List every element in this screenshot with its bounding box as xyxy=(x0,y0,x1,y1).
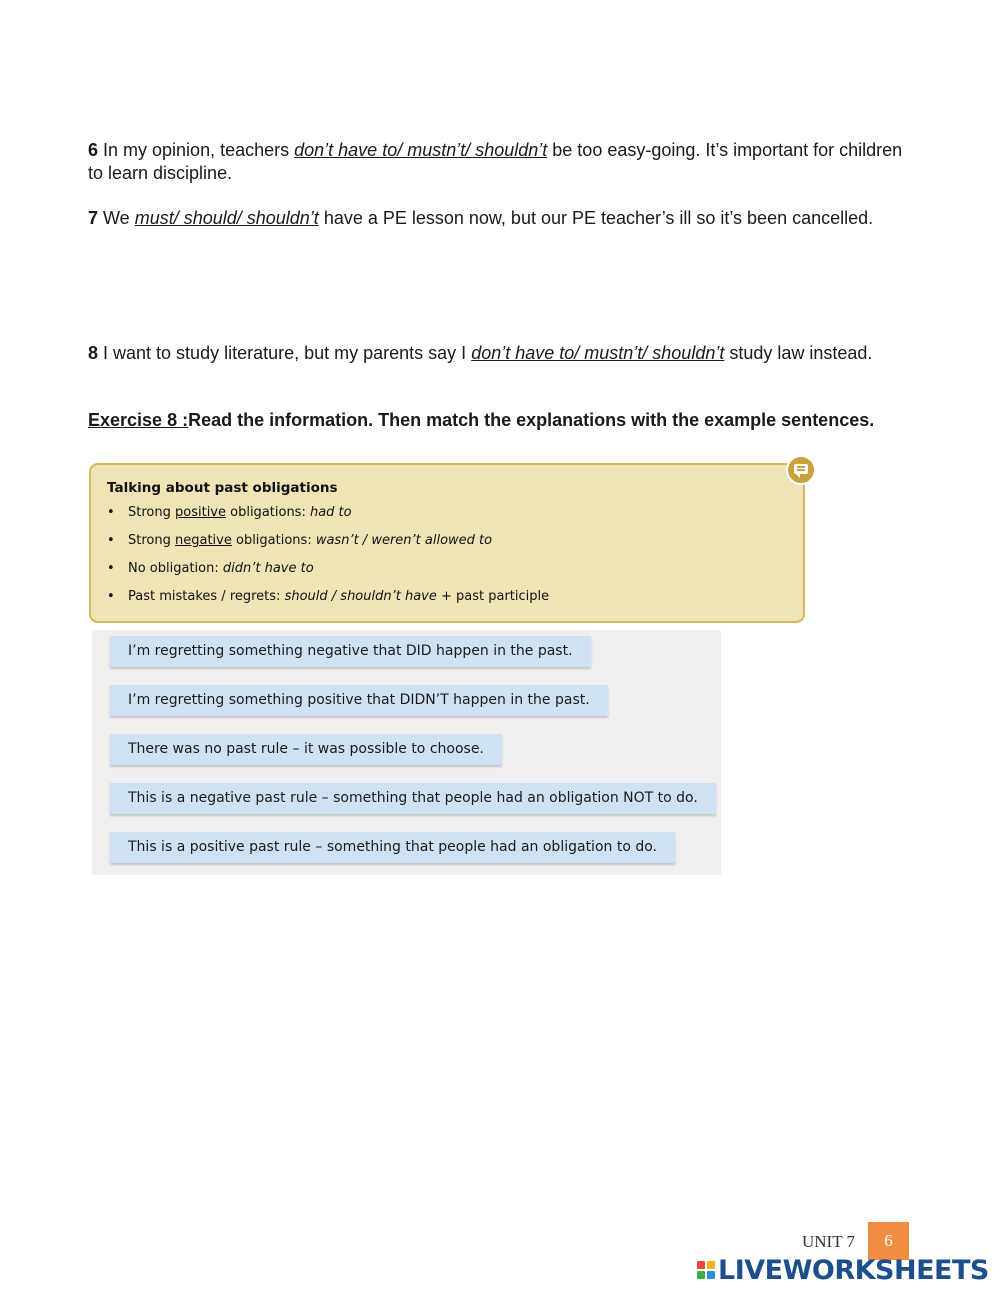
question-number: 6 xyxy=(88,140,99,160)
match-option[interactable]: There was no past rule – it was possible to choose. xyxy=(110,734,502,765)
answer-options[interactable]: don’t have to/ mustn’t/ shouldn’t xyxy=(294,140,548,160)
page-number-badge: 6 xyxy=(868,1222,909,1260)
answer-options[interactable]: don’t have to/ mustn’t/ shouldn’t xyxy=(471,343,725,363)
exercise-instruction: Read the information. Then match the explanations with the example sentences. xyxy=(188,410,875,430)
info-italic: wasn’t / weren’t allowed to xyxy=(315,533,493,548)
comment-line xyxy=(797,466,805,468)
question-number: 8 xyxy=(88,343,99,363)
info-text: No obligation: xyxy=(128,561,223,576)
info-underlined: negative xyxy=(175,533,232,548)
match-option[interactable]: I’m regretting something positive that DIDN’T happen in the past. xyxy=(110,685,608,716)
question-text-after: have a PE lesson now, but our PE teacher’s ill so it’s been cancelled. xyxy=(318,208,874,228)
info-text: Past mistakes / regrets: xyxy=(128,589,285,604)
logo-square xyxy=(707,1261,715,1269)
brand-logo-icon xyxy=(697,1261,715,1279)
info-italic: should / shouldn’t have xyxy=(284,589,437,604)
info-text: obligations: xyxy=(231,533,316,548)
bullet: • xyxy=(107,533,115,548)
exercise-label: Exercise 8 : xyxy=(88,410,189,430)
question-text-before: I want to study literature, but my parents say I xyxy=(98,343,472,363)
grammar-info-box xyxy=(89,463,805,623)
question-text-after: be too easy-going. It’s important for children to learn discipline. xyxy=(88,140,903,183)
match-option[interactable]: This is a positive past rule – something that people had an obligation to do. xyxy=(110,832,675,863)
brand-name: LIVEWORKSHEETS xyxy=(718,1254,989,1286)
question-7 xyxy=(88,207,918,230)
info-text: obligations: xyxy=(226,505,310,520)
info-text: + past participle xyxy=(436,589,550,604)
bullet: • xyxy=(107,561,115,576)
logo-square xyxy=(707,1271,715,1279)
question-6 xyxy=(88,139,918,185)
question-8 xyxy=(88,342,918,365)
question-text-after: study law instead. xyxy=(724,343,873,363)
exercise-heading xyxy=(88,409,888,432)
comment-line xyxy=(797,469,805,471)
info-italic: had to xyxy=(309,505,352,520)
question-text-before: We xyxy=(98,208,135,228)
logo-square xyxy=(697,1271,705,1279)
bullet: • xyxy=(107,589,115,604)
logo-square xyxy=(697,1261,705,1269)
liveworksheets-logo xyxy=(697,1255,989,1285)
info-italic: didn’t have to xyxy=(222,561,314,576)
question-text-before: In my opinion, teachers xyxy=(98,140,295,160)
info-underlined: positive xyxy=(175,505,226,520)
info-text: Strong xyxy=(128,533,175,548)
bullet: • xyxy=(107,505,115,520)
info-text: Strong xyxy=(128,505,175,520)
question-number: 7 xyxy=(88,208,99,228)
match-options-panel xyxy=(92,630,721,875)
match-option[interactable]: This is a negative past rule – something that people had an obligation NOT to do. xyxy=(110,783,716,814)
match-option[interactable]: I’m regretting something negative that DID happen in the past. xyxy=(110,636,591,667)
info-box-title: Talking about past obligations xyxy=(107,480,338,496)
unit-label: UNIT 7 xyxy=(802,1232,856,1251)
answer-options[interactable]: must/ should/ shouldn’t xyxy=(134,208,319,228)
comment-bubble xyxy=(794,464,808,474)
comment-icon[interactable] xyxy=(786,455,816,485)
